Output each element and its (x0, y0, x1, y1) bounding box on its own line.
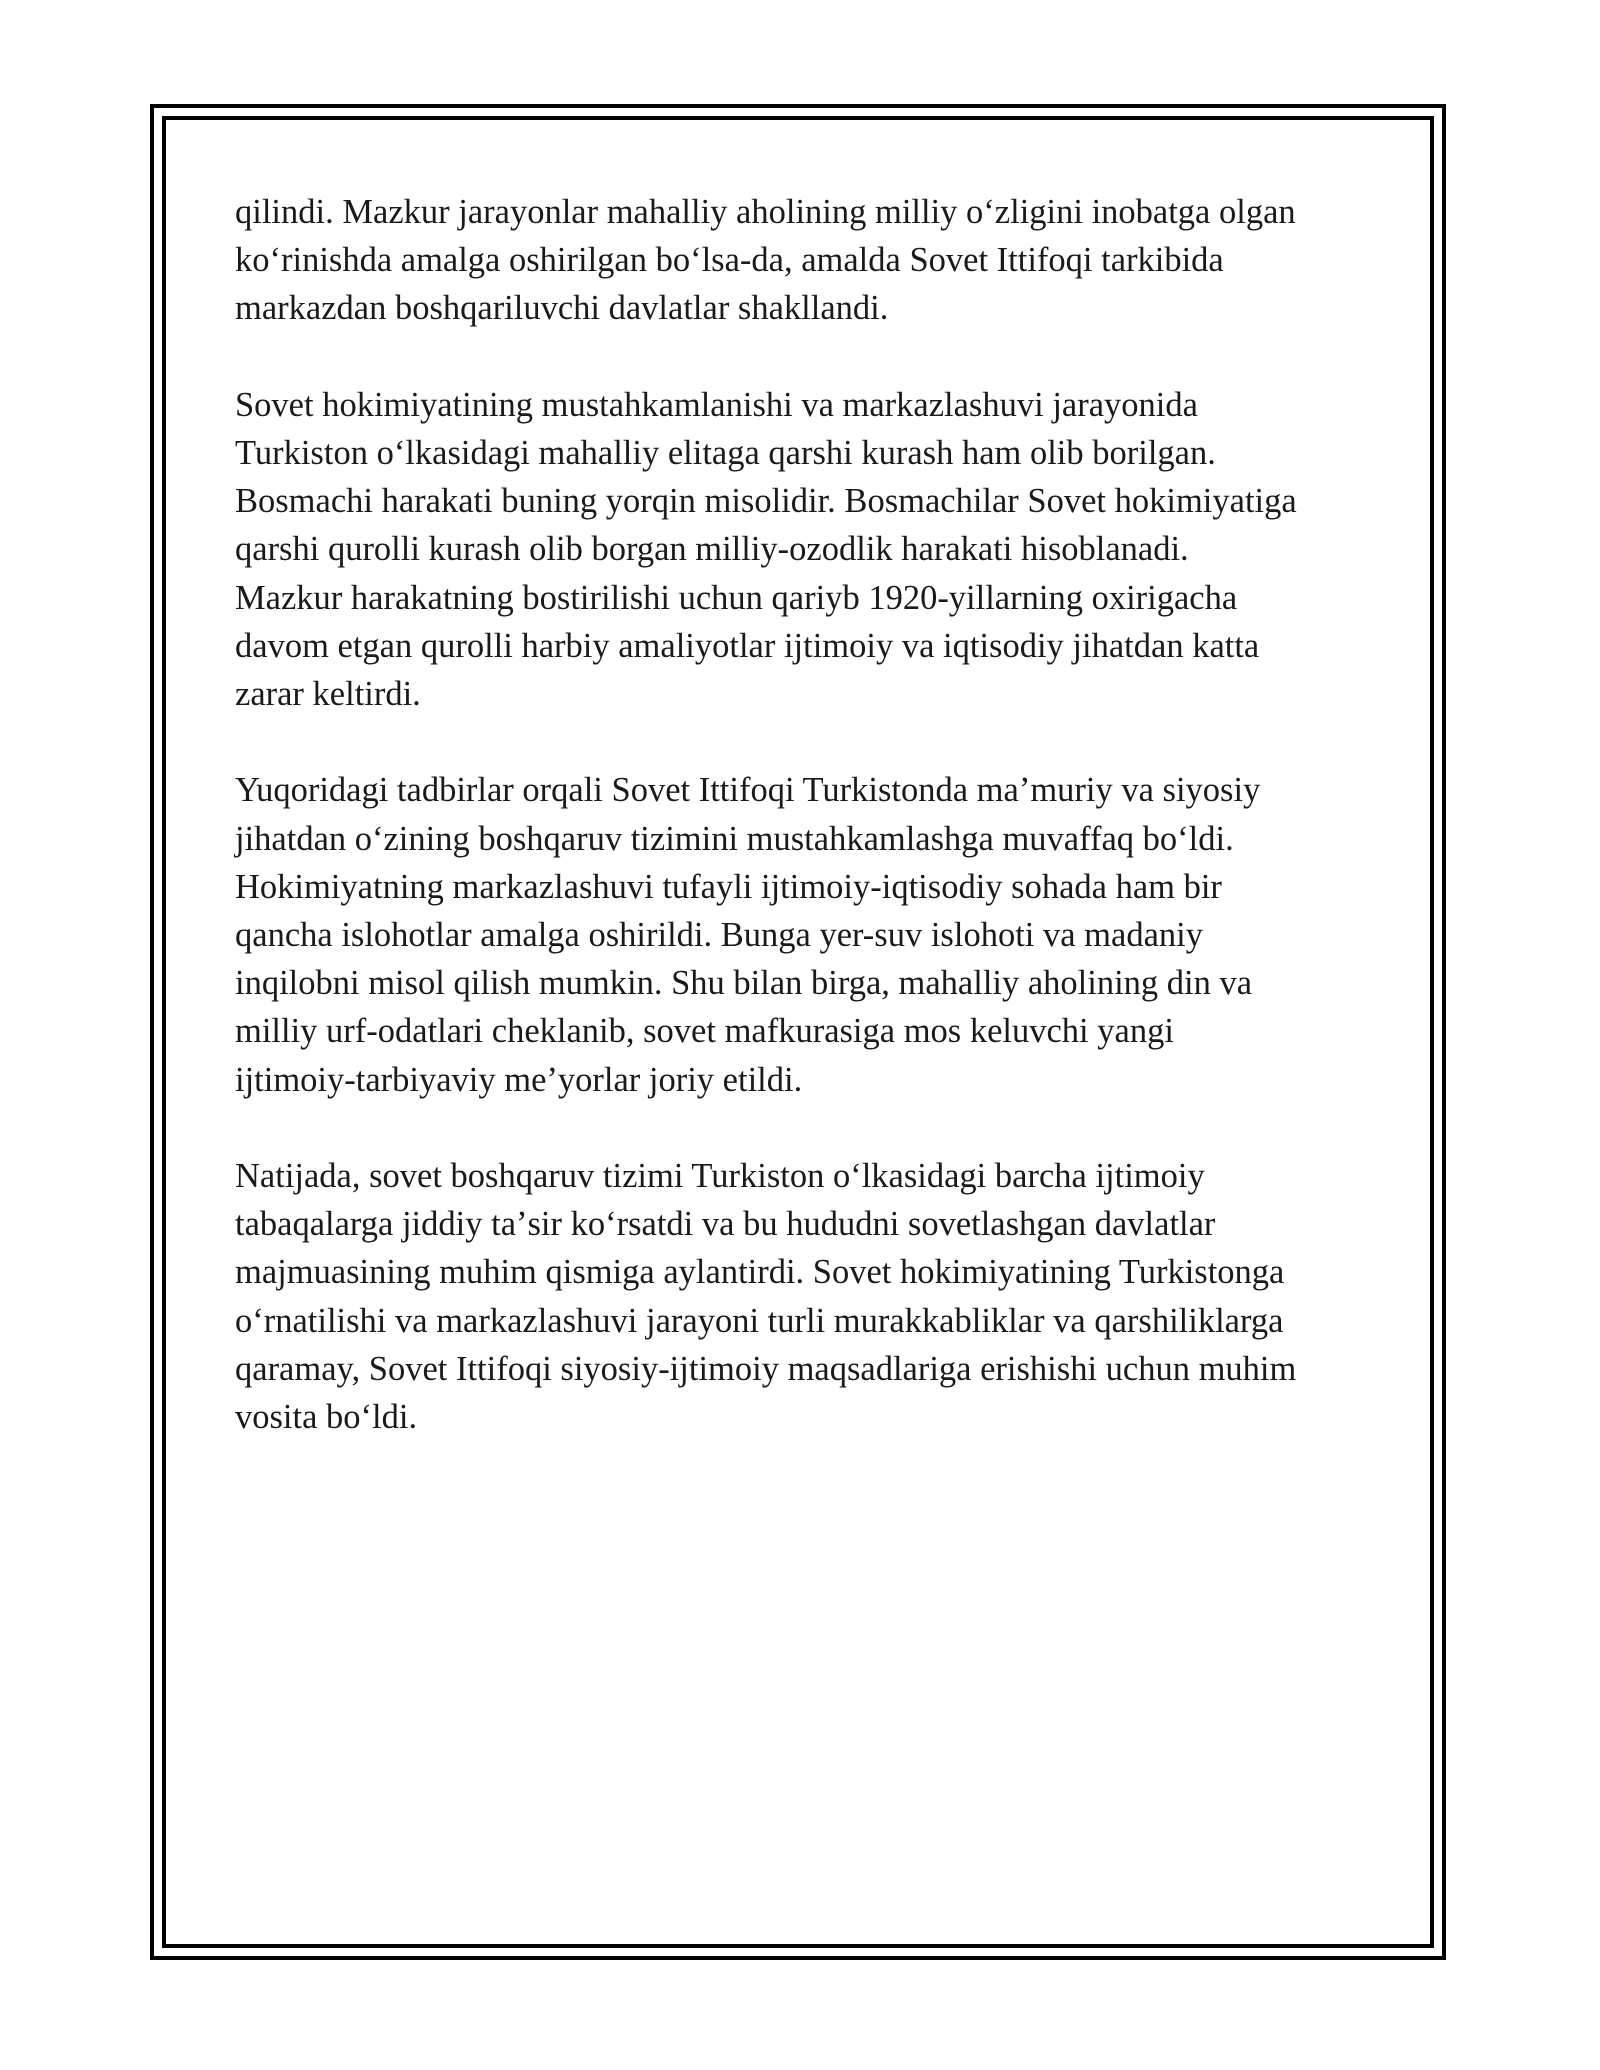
paragraph-3: Yuqoridagi tadbirlar orqali Sovet Ittifoqi Turkistonda maʼmuriy va siyosiy jihatdan oʻzining boshqaruv tizimini mustahkamlashga muvaffaq boʻldi. Hokimiyatning markazlashuvi tufayli ijtimoiy-iqtisodiy sohada ham bir qancha islohotlar amalga oshirildi. Bunga yer-suv islohoti va madaniy inqilobni misol qilish mumkin. Shu bilan birga, mahalliy aholining din va milliy urf-odatlari cheklanib, sovet mafkurasiga mos keluvchi yangi ijtimoiy-tarbiyaviy meʼyorlar joriy etildi. (235, 771, 1261, 1099)
paragraph-2: Sovet hokimiyatining mustahkamlanishi va markazlashuvi jarayonida Turkiston oʻlkasidagi mahalliy elitaga qarshi kurash ham olib borilgan. Bosmachi harakati buning yorqin misolidir. Bosmachilar Sovet hokimiyatiga qarshi qurolli kurash olib borgan milliy-ozodlik harakati hisoblanadi. Mazkur harakatning bostirilishi uchun qariyb 1920-yillarning oxirigacha davom etgan qurolli harbiy amaliyotlar ijtimoiy va iqtisodiy jihatdan katta zarar keltirdi. (235, 385, 1297, 714)
document-body (235, 188, 1385, 1489)
paragraph-1: qilindi. Mazkur jarayonlar mahalliy aholining milliy oʻzligini inobatga olgan koʻrinishda amalga oshirilgan boʻlsa-da, amalda Sovet Ittifoqi tarkibida markazdan boshqariluvchi davlatlar shakllandi. (235, 193, 1296, 328)
paragraph-4: Natijada, sovet boshqaruv tizimi Turkiston oʻlkasidagi barcha ijtimoiy tabaqalarga jiddiy taʼsir koʻrsatdi va bu hududni sovetlashgan davlatlar majmuasining muhim qismiga aylantirdi. Sovet hokimiyatining Turkistonga oʻrnatilishi va markazlashuvi jarayoni turli murakkabliklar va qarshiliklarga qaramay, Sovet Ittifoqi siyosiy-ijtimoiy maqsadlariga erishishi uchun muhim vosita boʻldi. (235, 1157, 1297, 1437)
